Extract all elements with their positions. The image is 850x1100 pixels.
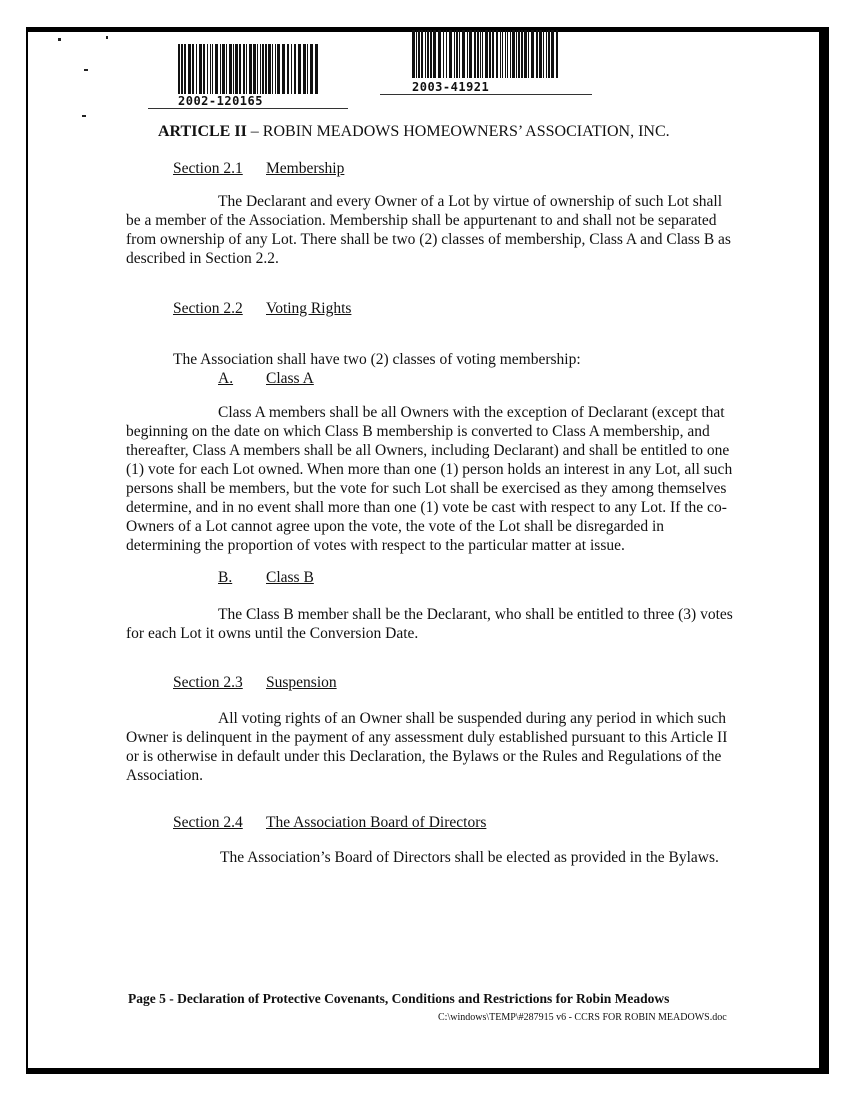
barcode-bar — [310, 44, 313, 94]
barcode-bar — [215, 44, 218, 94]
barcode-2 — [410, 30, 560, 78]
barcode-bar — [421, 30, 423, 78]
barcode-bar — [253, 44, 256, 94]
barcode-2-bars — [410, 30, 560, 78]
class-title: Class B — [266, 569, 314, 586]
class-b-text: The Class B member shall be the Declarant, who shall be entitled to three (3) votes for each Lot it owns until the Conversion Date. — [126, 606, 733, 642]
barcode-bar — [507, 30, 508, 78]
barcode-bar — [418, 30, 420, 78]
barcode-bar — [512, 30, 515, 78]
barcode-bar — [546, 30, 547, 78]
class-letter: B. — [218, 569, 233, 586]
scan-border-left — [26, 27, 28, 1074]
scan-speck — [106, 36, 108, 39]
barcode-bar — [188, 44, 191, 94]
barcode-bar — [500, 30, 501, 78]
barcode-1 — [176, 44, 322, 94]
barcode-bar — [294, 44, 296, 94]
barcode-bar — [469, 30, 472, 78]
barcode-bar — [199, 44, 202, 94]
class-letter: A. — [218, 370, 234, 387]
barcode-bar — [446, 30, 447, 78]
barcode-bar — [220, 44, 221, 94]
class-b-heading — [218, 569, 314, 587]
section-number: Section 2.1 — [173, 160, 243, 177]
section-number: Section 2.4 — [173, 814, 243, 831]
barcode-bar — [510, 30, 511, 78]
class-a-heading — [218, 370, 314, 388]
section-2-3-heading — [173, 674, 337, 692]
barcode-bar — [229, 44, 232, 94]
barcode-bar — [262, 44, 264, 94]
barcode-bar — [196, 44, 197, 94]
article-heading — [158, 123, 670, 141]
barcode-bar — [502, 30, 503, 78]
barcode-1-code: 2002-120165 — [178, 94, 263, 108]
barcode-bar — [298, 44, 301, 94]
barcode-bar — [212, 44, 213, 94]
barcode-bar — [265, 44, 267, 94]
barcode-bar — [543, 30, 544, 78]
barcode-bar — [536, 30, 538, 78]
barcode-bar — [268, 44, 271, 94]
barcode-bar — [477, 30, 479, 78]
barcode-bar — [257, 44, 258, 94]
barcode-bar — [233, 44, 234, 94]
barcode-bar — [454, 30, 455, 78]
barcode-bar — [489, 30, 491, 78]
barcode-bar — [462, 30, 465, 78]
voting-intro: The Association shall have two (2) classes of voting membership: — [173, 351, 581, 368]
barcode-bar — [505, 30, 506, 78]
barcode-bar — [556, 30, 558, 78]
barcode-bar — [521, 30, 523, 78]
article-title: – ROBIN MEADOWS HOMEOWNERS’ ASSOCIATION, INC. — [246, 123, 670, 140]
barcode-bar — [548, 30, 550, 78]
barcode-bar — [275, 44, 276, 94]
footer-title: Page 5 - Declaration of Protective Covenants, Conditions and Restrictions for Robin Meadows — [128, 991, 670, 1006]
section-number: Section 2.2 — [173, 300, 243, 317]
barcode-bar — [482, 30, 483, 78]
section-title: Membership — [266, 160, 345, 177]
barcode-bar — [184, 44, 186, 94]
barcode-bar — [178, 44, 180, 94]
barcode-bar — [226, 44, 227, 94]
barcode-bar — [239, 44, 241, 94]
barcode-bar — [315, 44, 318, 94]
section-2-2-heading — [173, 300, 351, 318]
barcode-bar — [222, 44, 225, 94]
barcode-bar — [272, 44, 273, 94]
section-2-1-text: The Declarant and every Owner of a Lot by virtue of ownership of such Lot shall be a member of the Association. Membership shall be appurtenant to and shall not be separated from ownership of any Lot. There shall be two (2) classes of membership, Class A and Class B as described in Section 2.2. — [126, 193, 731, 267]
scan-speck — [84, 69, 88, 71]
barcode-bar — [516, 30, 517, 78]
section-2-4-heading — [173, 814, 486, 832]
section-number: Section 2.3 — [173, 674, 243, 691]
barcode-bar — [235, 44, 238, 94]
barcode-bar — [277, 44, 280, 94]
footer-file-path: C:\windows\TEMP\#287915 v6 - CCRS FOR ROBIN MEADOWS.doc — [438, 1012, 727, 1023]
barcode-bar — [203, 44, 205, 94]
barcode-bar — [192, 44, 194, 94]
barcode-bar — [524, 30, 527, 78]
scan-border-bottom — [26, 1068, 829, 1074]
barcode-bar — [449, 30, 452, 78]
barcode-bar — [456, 30, 458, 78]
barcode-bar — [438, 30, 441, 78]
barcode-bar — [412, 30, 415, 78]
section-title: Suspension — [266, 674, 337, 691]
class-a-text: Class A members shall be all Owners with the exception of Declarant (except that beginning on the date on which Class B membership is converted to Class A membership, and thereafter, Class A members shall be all Owners, including Declarant) and shall be entitled to one (1) vote for each Lot owned. When more than one (1) person holds an interest in any Lot, all such persons shall be members, but the vote for such Lot shall be exercised as they among themselves determine, and in no event shall more than one (1) vote be cast with respect to any Lot. If the co-Owners of a Lot cannot agree upon the vote, the vote of the Lot shall be disregarded in determining the proportion of votes with respect to the particular matter at issue. — [126, 404, 733, 554]
barcode-bar — [243, 44, 245, 94]
barcode-bar — [291, 44, 292, 94]
section-2-1-heading — [173, 160, 344, 178]
barcode-bar — [207, 44, 208, 94]
barcode-bar — [496, 30, 498, 78]
barcode-bar — [303, 44, 306, 94]
barcode-bar — [551, 30, 554, 78]
barcode-bar — [260, 44, 261, 94]
barcode-bar — [443, 30, 444, 78]
barcode-bar — [181, 44, 183, 94]
barcode-bar — [425, 30, 426, 78]
barcode-bar — [518, 30, 520, 78]
scan-border-right — [819, 27, 829, 1074]
section-title: The Association Board of Directors — [266, 814, 487, 831]
barcode-bar — [210, 44, 211, 94]
barcode-bar — [287, 44, 289, 94]
barcode-bar — [427, 30, 429, 78]
barcode-bar — [249, 44, 252, 94]
barcode-bar — [430, 30, 432, 78]
barcode-2-code: 2003-41921 — [412, 80, 490, 94]
barcode-bar — [467, 30, 468, 78]
barcode-2-underline — [380, 94, 592, 95]
barcode-1-bars — [176, 44, 322, 94]
barcode-bar — [307, 44, 308, 94]
section-2-4-text: The Association’s Board of Directors shall be elected as provided in the Bylaws. — [220, 849, 719, 866]
barcode-bar — [474, 30, 476, 78]
scan-speck — [82, 115, 86, 117]
barcode-bar — [416, 30, 417, 78]
scan-speck — [58, 38, 61, 41]
barcode-bar — [459, 30, 460, 78]
class-title: Class A — [266, 370, 314, 387]
barcode-bar — [282, 44, 285, 94]
barcode-bar — [433, 30, 436, 78]
article-label: ARTICLE II — [158, 123, 247, 140]
barcode-bar — [539, 30, 542, 78]
barcode-bar — [246, 44, 247, 94]
barcode-bar — [480, 30, 481, 78]
barcode-bar — [492, 30, 494, 78]
section-title: Voting Rights — [266, 300, 352, 317]
barcode-bar — [485, 30, 488, 78]
barcode-1-underline — [148, 108, 348, 109]
barcode-bar — [531, 30, 534, 78]
barcode-bar — [528, 30, 529, 78]
section-2-3-text: All voting rights of an Owner shall be suspended during any period in which such Owner is delinquent in the payment of any assessment duly established pursuant to this Article II or is otherwise in default under this Declaration, the Bylaws or the Rules and Regulations of the Association. — [126, 710, 728, 784]
